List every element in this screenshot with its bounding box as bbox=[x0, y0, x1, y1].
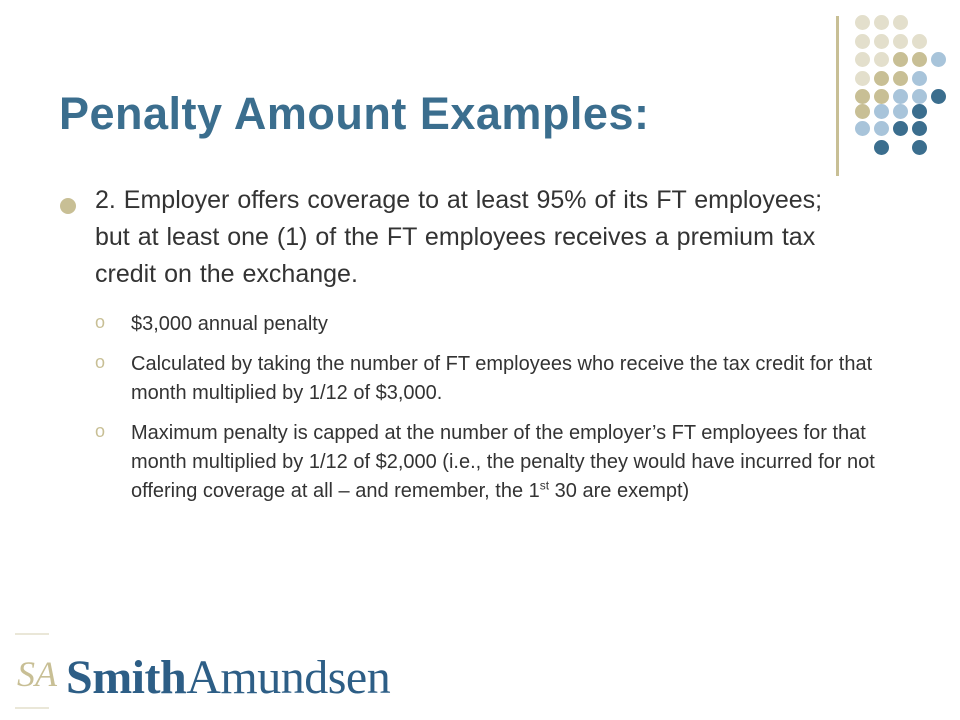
decor-dot bbox=[893, 104, 908, 119]
decor-dot bbox=[855, 71, 870, 86]
sub-bullet-marker-icon: o bbox=[95, 352, 106, 372]
decor-dot bbox=[874, 121, 889, 136]
ordinal-superscript: st bbox=[539, 478, 550, 493]
logo-name-part2: Amundsen bbox=[186, 651, 391, 704]
decor-dot bbox=[912, 52, 927, 67]
decor-dot bbox=[874, 104, 889, 119]
decor-dot bbox=[874, 89, 889, 104]
decor-dot bbox=[874, 140, 889, 155]
logo-mark-icon bbox=[14, 632, 57, 710]
decor-dot bbox=[931, 52, 946, 67]
decor-dot bbox=[912, 89, 927, 104]
decor-dot bbox=[912, 104, 927, 119]
decor-dot bbox=[912, 71, 927, 86]
bullet-dot-icon bbox=[60, 198, 76, 214]
decor-dot bbox=[912, 140, 927, 155]
decor-dot bbox=[855, 52, 870, 67]
sub-bullet-marker-icon: o bbox=[95, 312, 106, 332]
sub-bullet-text: Calculated by taking the number of FT employees who receive the tax credit for that month multiplied by 1/12 of $3,000. bbox=[131, 353, 873, 404]
decor-dot bbox=[874, 71, 889, 86]
decor-dot bbox=[874, 34, 889, 49]
sub-bullet-list bbox=[95, 310, 915, 517]
sub-bullet-text-part: Maximum penalty is capped at the number of the employer’s FT employees for that month multiplied by 1/12 of $2,000 (i.e., the penalty they would have incurred for not offering coverage at all – and remember, the 1 bbox=[131, 422, 875, 502]
slide-title: Penalty Amount Examples: bbox=[59, 88, 650, 139]
decor-dot bbox=[931, 89, 946, 104]
decor-dot bbox=[855, 15, 870, 30]
decor-dot bbox=[893, 15, 908, 30]
sub-bullet-item bbox=[95, 350, 915, 408]
sub-bullet-text-part: 30 are exempt) bbox=[549, 480, 690, 502]
sub-bullet-text bbox=[131, 419, 915, 506]
decor-dot bbox=[912, 34, 927, 49]
decor-dot bbox=[855, 34, 870, 49]
logo-name-part1: Smith bbox=[66, 651, 187, 704]
main-bullet bbox=[60, 182, 840, 293]
logo-mark-text: SA bbox=[17, 654, 57, 694]
decor-dot bbox=[855, 89, 870, 104]
decor-dot bbox=[893, 71, 908, 86]
decor-dot bbox=[893, 52, 908, 67]
decor-dot bbox=[874, 52, 889, 67]
sub-bullet-text: $3,000 annual penalty bbox=[131, 313, 328, 335]
sub-bullet-item bbox=[95, 419, 915, 506]
decor-dot bbox=[874, 15, 889, 30]
decor-dot bbox=[855, 121, 870, 136]
decor-dot bbox=[893, 34, 908, 49]
decor-dot bbox=[893, 89, 908, 104]
decorative-vertical-line bbox=[836, 16, 839, 176]
logo-wordmark bbox=[66, 650, 390, 705]
decor-dot bbox=[912, 121, 927, 136]
decor-dot bbox=[893, 121, 908, 136]
sub-bullet-item bbox=[95, 310, 915, 339]
decor-dot bbox=[855, 104, 870, 119]
main-bullet-text: 2. Employer offers coverage to at least 95% of its FT employees; but at least one (1) of the FT employees receives a premium tax credit on the exchange. bbox=[95, 186, 823, 288]
sub-bullet-marker-icon: o bbox=[95, 421, 106, 441]
